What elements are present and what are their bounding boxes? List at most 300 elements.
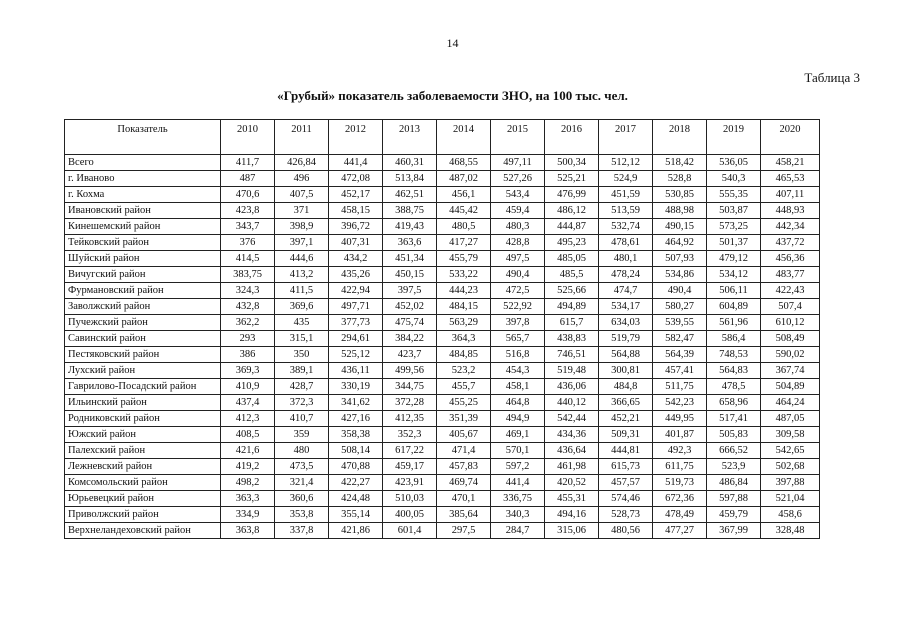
table-cell: 363,8 [221, 523, 275, 539]
table-cell: 487,05 [761, 411, 820, 427]
table-cell: 448,93 [761, 203, 820, 219]
table-cell: 525,21 [545, 171, 599, 187]
table-cell: 503,87 [707, 203, 761, 219]
table-cell: 494,16 [545, 507, 599, 523]
table-row [65, 491, 820, 507]
table-cell: 449,95 [653, 411, 707, 427]
column-header-year: 2019 [707, 120, 761, 155]
table-cell: 459,4 [491, 203, 545, 219]
table-cell: 419,2 [221, 459, 275, 475]
row-label: Савинский район [65, 331, 221, 347]
table-cell: 480,1 [599, 251, 653, 267]
column-header-year: 2020 [761, 120, 820, 155]
table-cell: 478,24 [599, 267, 653, 283]
table-cell: 437,4 [221, 395, 275, 411]
table-cell: 505,83 [707, 427, 761, 443]
table-label: Таблица 3 [804, 70, 860, 85]
table-cell: 450,15 [383, 267, 437, 283]
table-cell: 502,68 [761, 459, 820, 475]
table-cell: 490,4 [491, 267, 545, 283]
table-cell: 477,27 [653, 523, 707, 539]
table-cell: 284,7 [491, 523, 545, 539]
table-row [65, 251, 820, 267]
table-cell: 483,77 [761, 267, 820, 283]
row-label: Юрьевецкий район [65, 491, 221, 507]
column-header-year: 2016 [545, 120, 599, 155]
table-cell: 455,7 [437, 379, 491, 395]
table-cell: 436,64 [545, 443, 599, 459]
table-cell: 410,7 [275, 411, 329, 427]
table-cell: 376 [221, 235, 275, 251]
table-cell: 601,4 [383, 523, 437, 539]
table-cell: 444,81 [599, 443, 653, 459]
table-cell: 384,22 [383, 331, 437, 347]
table-cell: 512,12 [599, 155, 653, 171]
table-cell: 421,86 [329, 523, 383, 539]
table-cell: 412,35 [383, 411, 437, 427]
table-cell: 457,83 [437, 459, 491, 475]
table-cell: 488,98 [653, 203, 707, 219]
table-row [65, 475, 820, 491]
table-cell: 371 [275, 203, 329, 219]
table-cell: 422,43 [761, 283, 820, 299]
table-cell: 451,59 [599, 187, 653, 203]
table-cell: 476,99 [545, 187, 599, 203]
table-cell: 459,79 [707, 507, 761, 523]
table-cell: 484,85 [437, 347, 491, 363]
table-cell: 470,88 [329, 459, 383, 475]
table-cell: 340,3 [491, 507, 545, 523]
row-label: Тейковский район [65, 235, 221, 251]
table-cell: 570,1 [491, 443, 545, 459]
table-cell: 420,52 [545, 475, 599, 491]
table-cell: 417,27 [437, 235, 491, 251]
row-label: Южский район [65, 427, 221, 443]
table-cell: 610,12 [761, 315, 820, 331]
table-cell: 530,85 [653, 187, 707, 203]
table-cell: 469,1 [491, 427, 545, 443]
row-label: Ивановский район [65, 203, 221, 219]
table-cell: 411,5 [275, 283, 329, 299]
row-label: г. Иваново [65, 171, 221, 187]
table-title: «Грубый» показатель заболеваемости ЗНО, на 100 тыс. чел. [277, 88, 628, 103]
table-cell: 486,12 [545, 203, 599, 219]
table-cell: 423,91 [383, 475, 437, 491]
table-cell: 445,42 [437, 203, 491, 219]
table-cell: 563,29 [437, 315, 491, 331]
table-cell: 408,5 [221, 427, 275, 443]
table-cell: 510,03 [383, 491, 437, 507]
table-cell: 533,22 [437, 267, 491, 283]
table-row [65, 267, 820, 283]
table-cell: 407,11 [761, 187, 820, 203]
table-cell: 480,3 [491, 219, 545, 235]
table-cell: 413,2 [275, 267, 329, 283]
table-cell: 472,08 [329, 171, 383, 187]
table-cell: 363,3 [221, 491, 275, 507]
table-cell: 497,71 [329, 299, 383, 315]
table-cell: 444,87 [545, 219, 599, 235]
row-label: Заволжский район [65, 299, 221, 315]
table-cell: 366,65 [599, 395, 653, 411]
table-cell: 508,14 [329, 443, 383, 459]
table-cell: 398,9 [275, 219, 329, 235]
table-cell: 358,38 [329, 427, 383, 443]
row-label: Пучежский район [65, 315, 221, 331]
table-cell: 397,1 [275, 235, 329, 251]
table-cell: 604,89 [707, 299, 761, 315]
table-cell: 461,98 [545, 459, 599, 475]
table-cell: 564,39 [653, 347, 707, 363]
table-cell: 355,14 [329, 507, 383, 523]
table-cell: 352,3 [383, 427, 437, 443]
table-cell: 465,53 [761, 171, 820, 187]
table-cell: 484,15 [437, 299, 491, 315]
row-label: Комсомольский район [65, 475, 221, 491]
row-label: Шуйский район [65, 251, 221, 267]
table-cell: 396,72 [329, 219, 383, 235]
table-cell: 397,8 [491, 315, 545, 331]
table-cell: 458,15 [329, 203, 383, 219]
column-header-year: 2012 [329, 120, 383, 155]
table-cell: 423,7 [383, 347, 437, 363]
table-cell: 452,17 [329, 187, 383, 203]
table-cell: 293 [221, 331, 275, 347]
row-label: Пестяковский район [65, 347, 221, 363]
table-cell: 294,61 [329, 331, 383, 347]
table-cell: 459,17 [383, 459, 437, 475]
table-cell: 523,2 [437, 363, 491, 379]
table-cell: 458,1 [491, 379, 545, 395]
table-cell: 471,4 [437, 443, 491, 459]
table-cell: 435 [275, 315, 329, 331]
table-cell: 504,89 [761, 379, 820, 395]
table-cell: 500,34 [545, 155, 599, 171]
table-cell: 444,23 [437, 283, 491, 299]
row-label: Лухский район [65, 363, 221, 379]
table-row [65, 379, 820, 395]
column-header-year: 2017 [599, 120, 653, 155]
table-cell: 473,5 [275, 459, 329, 475]
row-label: Верхнеландеховский район [65, 523, 221, 539]
table-row [65, 283, 820, 299]
row-label: Лежневский район [65, 459, 221, 475]
table-cell: 519,73 [653, 475, 707, 491]
table-row [65, 171, 820, 187]
table-cell: 542,65 [761, 443, 820, 459]
table-cell: 328,48 [761, 523, 820, 539]
table-cell: 455,25 [437, 395, 491, 411]
table-row [65, 395, 820, 411]
table-cell: 423,8 [221, 203, 275, 219]
table-cell: 509,31 [599, 427, 653, 443]
column-header-year: 2018 [653, 120, 707, 155]
table-cell: 462,51 [383, 187, 437, 203]
table-cell: 532,74 [599, 219, 653, 235]
table-cell: 397,5 [383, 283, 437, 299]
table-cell: 343,7 [221, 219, 275, 235]
table-cell: 519,48 [545, 363, 599, 379]
table-cell: 519,79 [599, 331, 653, 347]
table-cell: 564,88 [599, 347, 653, 363]
table-cell: 324,3 [221, 283, 275, 299]
table-cell: 405,67 [437, 427, 491, 443]
table-cell: 341,62 [329, 395, 383, 411]
row-label: Родниковский район [65, 411, 221, 427]
table-row [65, 523, 820, 539]
table-cell: 437,72 [761, 235, 820, 251]
table-cell: 490,4 [653, 283, 707, 299]
table-cell: 421,6 [221, 443, 275, 459]
table-cell: 385,64 [437, 507, 491, 523]
table-cell: 454,3 [491, 363, 545, 379]
table-cell: 470,6 [221, 187, 275, 203]
row-label: г. Кохма [65, 187, 221, 203]
table-cell: 485,05 [545, 251, 599, 267]
row-label: Вичугский район [65, 267, 221, 283]
table-header-row [65, 120, 820, 155]
row-label: Ильинский район [65, 395, 221, 411]
table-cell: 426,84 [275, 155, 329, 171]
table-cell: 666,52 [707, 443, 761, 459]
table-cell: 363,6 [383, 235, 437, 251]
table-cell: 436,06 [545, 379, 599, 395]
table-cell: 542,44 [545, 411, 599, 427]
table-row [65, 347, 820, 363]
table-cell: 364,3 [437, 331, 491, 347]
table-cell: 427,16 [329, 411, 383, 427]
table-cell: 336,75 [491, 491, 545, 507]
table-cell: 534,12 [707, 267, 761, 283]
table-cell: 441,4 [329, 155, 383, 171]
table-cell: 507,4 [761, 299, 820, 315]
table-cell: 492,3 [653, 443, 707, 459]
table-cell: 501,37 [707, 235, 761, 251]
table-cell: 422,27 [329, 475, 383, 491]
table-cell: 464,24 [761, 395, 820, 411]
table-cell: 672,36 [653, 491, 707, 507]
table-row [65, 187, 820, 203]
table-cell: 542,23 [653, 395, 707, 411]
table-cell: 486,84 [707, 475, 761, 491]
table-cell: 478,49 [653, 507, 707, 523]
table-cell: 350 [275, 347, 329, 363]
table-cell: 452,02 [383, 299, 437, 315]
page-number: 14 [446, 36, 459, 50]
table-row [65, 315, 820, 331]
table-cell: 458,6 [761, 507, 820, 523]
table-cell: 536,05 [707, 155, 761, 171]
table-row [65, 331, 820, 347]
table-cell: 401,87 [653, 427, 707, 443]
table-cell: 434,36 [545, 427, 599, 443]
table-cell: 411,7 [221, 155, 275, 171]
table-cell: 432,8 [221, 299, 275, 315]
table-row [65, 507, 820, 523]
table-cell: 464,8 [491, 395, 545, 411]
table-row [65, 427, 820, 443]
table-row [65, 155, 820, 171]
table-cell: 321,4 [275, 475, 329, 491]
table-cell: 410,9 [221, 379, 275, 395]
table-cell: 615,73 [599, 459, 653, 475]
table-cell: 441,4 [491, 475, 545, 491]
table-cell: 469,74 [437, 475, 491, 491]
table-cell: 511,75 [653, 379, 707, 395]
table-cell: 517,41 [707, 411, 761, 427]
table-cell: 586,4 [707, 331, 761, 347]
table-cell: 407,31 [329, 235, 383, 251]
table-cell: 634,03 [599, 315, 653, 331]
table-cell: 524,9 [599, 171, 653, 187]
table-cell: 372,28 [383, 395, 437, 411]
table-cell: 351,39 [437, 411, 491, 427]
column-header-year: 2014 [437, 120, 491, 155]
table-cell: 389,1 [275, 363, 329, 379]
table-cell: 487,02 [437, 171, 491, 187]
table-cell: 480,56 [599, 523, 653, 539]
table-cell: 400,05 [383, 507, 437, 523]
row-label: Фурмановский район [65, 283, 221, 299]
table-cell: 468,55 [437, 155, 491, 171]
table-cell: 300,81 [599, 363, 653, 379]
table-cell: 457,41 [653, 363, 707, 379]
table-cell: 309,58 [761, 427, 820, 443]
table-cell: 494,89 [545, 299, 599, 315]
table-cell: 362,2 [221, 315, 275, 331]
table-cell: 478,61 [599, 235, 653, 251]
table-cell: 507,93 [653, 251, 707, 267]
table-cell: 499,56 [383, 363, 437, 379]
table-row [65, 203, 820, 219]
table-row [65, 299, 820, 315]
table-cell: 580,27 [653, 299, 707, 315]
table-cell: 478,5 [707, 379, 761, 395]
column-header-year: 2013 [383, 120, 437, 155]
table-cell: 353,8 [275, 507, 329, 523]
table-cell: 440,12 [545, 395, 599, 411]
column-header-indicator: Показатель [65, 120, 221, 155]
table-cell: 422,94 [329, 283, 383, 299]
table-cell: 525,12 [329, 347, 383, 363]
table-cell: 330,19 [329, 379, 383, 395]
table-cell: 506,11 [707, 283, 761, 299]
table-cell: 458,21 [761, 155, 820, 171]
table-cell: 582,47 [653, 331, 707, 347]
table-cell: 495,23 [545, 235, 599, 251]
column-header-year: 2010 [221, 120, 275, 155]
row-label: Палехский район [65, 443, 221, 459]
table-cell: 539,55 [653, 315, 707, 331]
table-cell: 474,7 [599, 283, 653, 299]
table-cell: 565,7 [491, 331, 545, 347]
table-cell: 386 [221, 347, 275, 363]
table-cell: 414,5 [221, 251, 275, 267]
row-label: Кинешемский район [65, 219, 221, 235]
table-cell: 497,11 [491, 155, 545, 171]
table-cell: 377,73 [329, 315, 383, 331]
table-cell: 497,5 [491, 251, 545, 267]
table-cell: 372,3 [275, 395, 329, 411]
table-cell: 470,1 [437, 491, 491, 507]
table-cell: 297,5 [437, 523, 491, 539]
table-cell: 528,73 [599, 507, 653, 523]
table-cell: 513,59 [599, 203, 653, 219]
table-cell: 452,21 [599, 411, 653, 427]
table-cell: 457,57 [599, 475, 653, 491]
table-cell: 597,88 [707, 491, 761, 507]
table-cell: 597,2 [491, 459, 545, 475]
table-cell: 344,75 [383, 379, 437, 395]
row-label: Приволжский район [65, 507, 221, 523]
table-cell: 412,3 [221, 411, 275, 427]
table-cell: 360,6 [275, 491, 329, 507]
table-cell: 658,96 [707, 395, 761, 411]
table-row [65, 363, 820, 379]
table-cell: 574,46 [599, 491, 653, 507]
table-cell: 442,34 [761, 219, 820, 235]
table-cell: 516,8 [491, 347, 545, 363]
table-cell: 480,5 [437, 219, 491, 235]
table-cell: 484,8 [599, 379, 653, 395]
table-cell: 419,43 [383, 219, 437, 235]
table-cell: 369,3 [221, 363, 275, 379]
table-cell: 369,6 [275, 299, 329, 315]
table-cell: 523,9 [707, 459, 761, 475]
table-cell: 527,26 [491, 171, 545, 187]
table-cell: 611,75 [653, 459, 707, 475]
table-cell: 525,66 [545, 283, 599, 299]
table-cell: 528,8 [653, 171, 707, 187]
table-cell: 334,9 [221, 507, 275, 523]
table-cell: 456,1 [437, 187, 491, 203]
table-cell: 479,12 [707, 251, 761, 267]
table-cell: 513,84 [383, 171, 437, 187]
table-cell: 617,22 [383, 443, 437, 459]
table-cell: 460,31 [383, 155, 437, 171]
table-cell: 367,99 [707, 523, 761, 539]
table-cell: 555,35 [707, 187, 761, 203]
table-cell: 534,17 [599, 299, 653, 315]
row-label: Гаврилово-Посадский район [65, 379, 221, 395]
table-cell: 498,2 [221, 475, 275, 491]
table-cell: 564,83 [707, 363, 761, 379]
table-body [65, 155, 820, 539]
table-cell: 315,06 [545, 523, 599, 539]
table-cell: 540,3 [707, 171, 761, 187]
table-cell: 485,5 [545, 267, 599, 283]
table-cell: 337,8 [275, 523, 329, 539]
table-cell: 518,42 [653, 155, 707, 171]
table-cell: 561,96 [707, 315, 761, 331]
table-cell: 472,5 [491, 283, 545, 299]
table-cell: 534,86 [653, 267, 707, 283]
table-cell: 487 [221, 171, 275, 187]
table-cell: 428,8 [491, 235, 545, 251]
table-row [65, 459, 820, 475]
table-cell: 521,04 [761, 491, 820, 507]
table-cell: 543,4 [491, 187, 545, 203]
table-cell: 397,88 [761, 475, 820, 491]
table-cell: 407,5 [275, 187, 329, 203]
table-cell: 748,53 [707, 347, 761, 363]
table-cell: 573,25 [707, 219, 761, 235]
table-cell: 383,75 [221, 267, 275, 283]
table-cell: 590,02 [761, 347, 820, 363]
table-cell: 315,1 [275, 331, 329, 347]
table-cell: 494,9 [491, 411, 545, 427]
table-cell: 490,15 [653, 219, 707, 235]
